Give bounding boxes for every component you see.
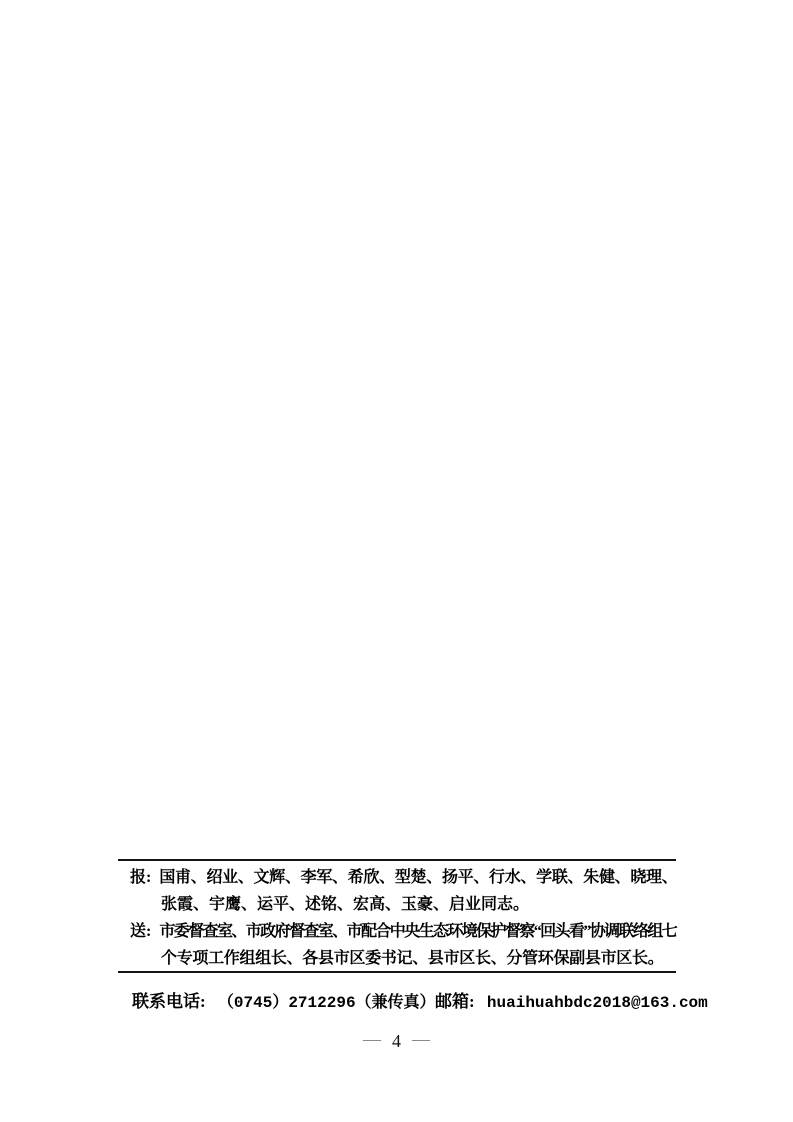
email-group bbox=[435, 987, 708, 1012]
separator-line-bottom bbox=[118, 971, 676, 973]
report-label: 报: bbox=[130, 869, 152, 886]
email-value: huaihuahbdc2018@163.com bbox=[486, 994, 708, 1012]
page-number-dash-left: — bbox=[363, 1029, 381, 1049]
report-row bbox=[130, 864, 730, 891]
report-names-line2: 张霞、宇鹰、运平、述铭、宏高、玉豪、启业同志。 bbox=[161, 896, 530, 913]
page-number-value: 4 bbox=[392, 1031, 401, 1051]
copy-label: 送: bbox=[130, 923, 152, 940]
phone-value: （0745）2712296（兼传真） bbox=[217, 994, 436, 1012]
phone-group bbox=[132, 987, 436, 1012]
phone-label: 联系电话: bbox=[132, 992, 206, 1011]
recipients-block bbox=[130, 864, 730, 972]
copy-recipients-line2: 个专项工作组组长、各县市区委书记、县市区长、分管环保副县市区长。 bbox=[161, 950, 664, 967]
email-label: 邮箱: bbox=[435, 992, 475, 1011]
page-number-dash-right: — bbox=[412, 1029, 430, 1049]
report-names-line1: 国甫、绍业、文辉、李军、希欣、型楚、扬平、行水、学联、朱健、晓理、 bbox=[159, 869, 678, 886]
contact-line bbox=[0, 987, 793, 1013]
page-number bbox=[0, 1031, 793, 1052]
separator-line-top bbox=[118, 859, 676, 861]
copy-row bbox=[130, 918, 730, 945]
copy-recipients-line1: 市委督查室、市政府督查室、市配合中央生态环境保护督察“回头看”协调联络组七 bbox=[159, 923, 677, 940]
